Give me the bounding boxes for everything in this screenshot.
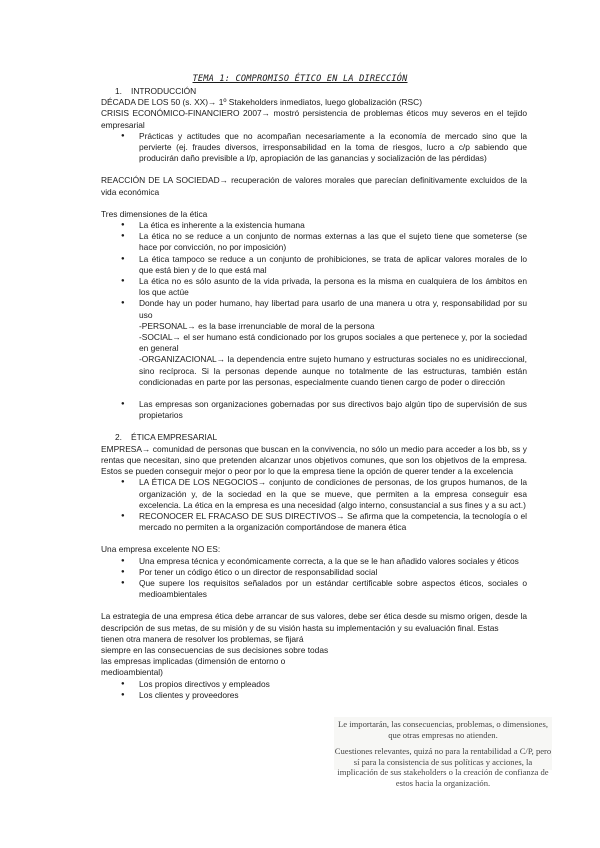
business-ethics-bullets <box>101 477 527 533</box>
strategy-cont-4: medioambiental) <box>101 667 163 678</box>
list-item: ● La ética es inherente a la existencia humana <box>101 220 527 231</box>
sub-personal: -PERSONAL→ es la base irrenunciable de moral de la persona <box>139 320 375 331</box>
strategy-cont-1: tienen otra manera de resolver los problemas, se fijará <box>101 633 304 644</box>
list-item: ● Por tener un código ético o un director de responsabilidad social <box>101 567 527 578</box>
strategy-cont-2: siempre en las consecuencias de sus decisiones sobre todas <box>101 644 329 655</box>
list-item: ● La ética no es sólo asunto de la vida privada, la persona es la misma en cualquiera de los ámbitos en los que actúe <box>101 276 527 298</box>
list-item: ● Que supere los requisitos señalados por un estándar certificable sobre aspectos éticos, sociales o medioambientales <box>101 578 527 600</box>
inset-image-text <box>334 717 552 788</box>
list-item: ● RECONOCER EL FRACASO DE SUS DIRECTIVOS→ Se afirma que la competencia, la tecnología o el mercado no permiten a la organización comportándose de manera ética <box>101 511 527 533</box>
society-reaction: REACCIÓN DE LA SOCIEDAD→ recuperación de valores morales que parecían definitivamente excluidos de la vida económica <box>101 175 527 197</box>
section-2-heading <box>101 432 527 443</box>
dimensions-title: Tres dimensiones de la ética <box>101 208 208 219</box>
dimensions-list <box>101 220 527 321</box>
document-body <box>101 86 527 701</box>
empresa-definition: EMPRESA→ comunidad de personas que buscan en la convivencia, no sólo un medio para acceder a los bb, ss y rentas que necesitan, sino que pretenden alcanzar unos objetivos comunes, que son los objetivos de la empresa. Estos se pueden conseguir mejor o peor por lo que la empresa tiene la opción de querer tender a la excelencia <box>101 443 527 477</box>
companies-bullets <box>101 399 527 421</box>
page-title: TEMA 1: COMPROMISO ÉTICO EN LA DIRECCIÓN <box>192 74 408 84</box>
list-item: ● Los propios directivos y empleados <box>101 679 527 690</box>
list-item: ● Prácticas y actitudes que no acompañan necesariamente a la economía de mercado sino que la pervierte (ej. fraudes diversos, irresponsabilidad en la toma de riesgos, lucro a c/p sabiendo que producirán daño previsible a l/p, apropiación de las ganancias y socialización de las pérdidas) <box>101 131 527 165</box>
strategy-cont-3: las empresas implicadas (dimensión de entorno o <box>101 656 286 667</box>
list-item: ● La ética tampoco se reduce a un conjunto de prohibiciones, se trata de aplicar valores morales de lo que está bien y de lo que está mal <box>101 254 527 276</box>
list-item: ● Una empresa técnica y económicamente correcta, a la que se le han añadido valores sociales y éticos <box>101 556 527 567</box>
section-2-number: 2. <box>115 432 122 443</box>
section-2-title: ÉTICA EMPRESARIAL <box>131 432 218 443</box>
decade-line: DÉCADA DE LOS 50 (s. XX)→ 1º Stakeholders inmediatos, luego globalización (RSC) <box>101 97 422 108</box>
list-item: ● Donde hay un poder humano, hay libertad para usarlo de una manera u otra y, responsabilidad por su uso <box>101 298 527 320</box>
list-item: ● La ética no se reduce a un conjunto de normas externas a las que el sujeto tiene que someterse (se hace por convicción, no por imposición) <box>101 231 527 253</box>
crisis-bullets <box>101 131 527 165</box>
sub-social: -SOCIAL→ el ser humano está condicionado por los grupos sociales a que pertenece y, por la sociedad en general <box>139 332 527 354</box>
final-list <box>101 679 527 701</box>
section-1-heading <box>101 86 527 97</box>
list-item: ● LA ÉTICA DE LOS NEGOCIOS→ conjunto de condiciones de personas, de los grupos humanos, de la organización y, de la sociedad en la que se mueve, que permiten a la empresa conseguir esa excelencia. La ética en la empresa es una necesidad (algo interno, consustancial a sus fines y a su act.) <box>101 477 527 511</box>
strategy-paragraph: La estrategia de una empresa ética debe arrancar de sus valores, debe ser ética desde su mismo origen, desde la descripción de sus metas, de su misión y de su visión hasta su implementación y su evaluación final. Estas <box>101 611 527 633</box>
section-1-number: 1. <box>115 86 122 96</box>
crisis-line: CRISIS ECONÓMICO-FINANCIERO 2007→ mostró persistencia de problemas éticos muy severos en el tejido empresarial <box>101 108 527 130</box>
inset-line-1: Le importarán, las consecuencias, problemas, o dimensiones, que otras empresas no atienden. <box>337 719 548 740</box>
not-excellent-title: Una empresa excelente NO ES: <box>101 544 221 555</box>
list-item: ● Los clientes y proveedores <box>101 690 527 701</box>
sub-organizacional: -ORGANIZACIONAL→ la dependencia entre sujeto humano y estructuras sociales no es unidireccional, sino recíproca. Si la personas depende aunque no totalmente de las estructuras, también están condicionadas en parte por las personas, especialmente cuando tienen cargo de poder o dirección <box>139 354 527 387</box>
section-1-title: INTRODUCCIÓN <box>131 86 197 96</box>
not-excellent-list <box>101 556 527 601</box>
list-item: ● Las empresas son organizaciones gobernadas por sus directivos bajo algún tipo de supervisión de sus propietarios <box>101 399 527 421</box>
inset-line-2: Cuestiones relevantes, quizá no para la rentabilidad a C/P, pero sí para la consistencia de sus políticas y acciones, la implicación de sus stakeholders o la creación de confianza de estos hacia la organización. <box>334 746 552 788</box>
